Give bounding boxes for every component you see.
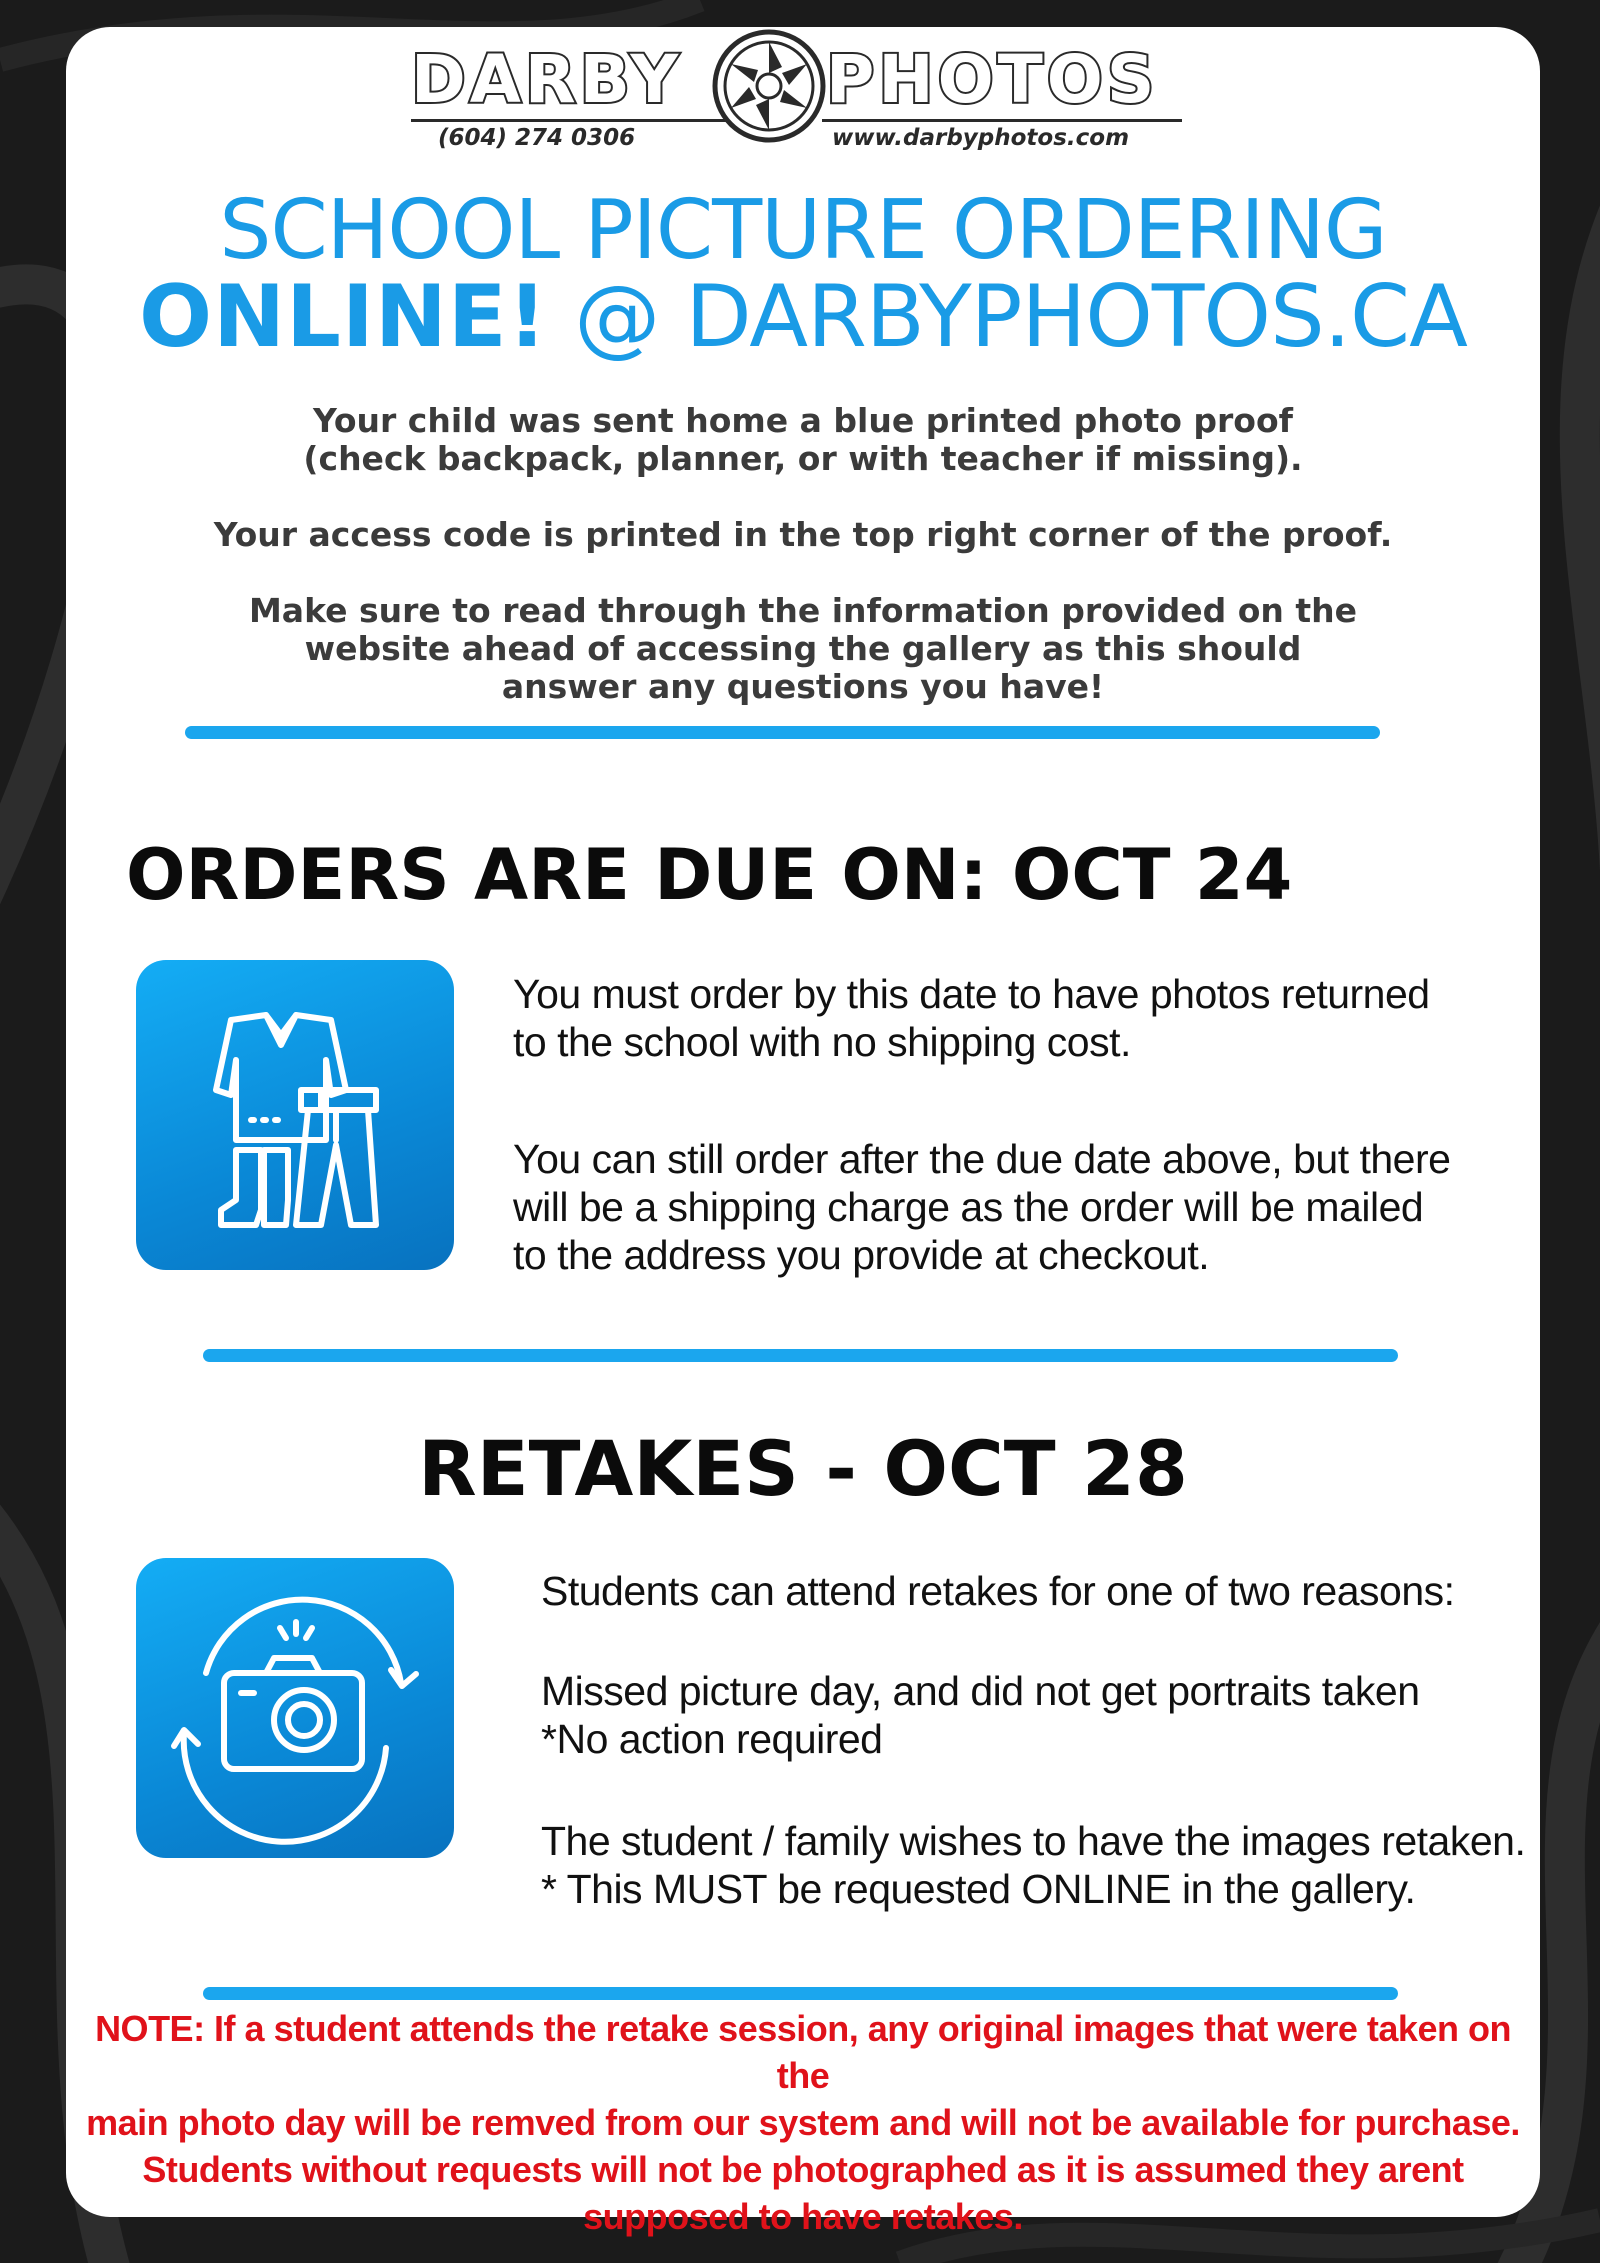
logo-website: www.darbyphotos.com: [832, 125, 1130, 151]
divider-1: [185, 726, 1380, 739]
darby-photos-logo: [66, 27, 1540, 167]
flyer-card: [66, 27, 1540, 2237]
retakes-reason-1: [541, 1667, 1531, 1763]
note-line4: supposed to have retakes.: [583, 2196, 1023, 2237]
divider-3: [203, 1987, 1398, 2000]
orders-p1-line1: You must order by this date to have photos returned: [513, 971, 1430, 1017]
orders-p2-line3: to the address you provide at checkout.: [513, 1232, 1210, 1278]
camera-aperture-icon: [710, 27, 828, 145]
orders-p1-line2: to the school with no shipping cost.: [513, 1019, 1131, 1065]
headline-online: ONLINE!: [139, 267, 548, 367]
retakes-icon-tile: [136, 1558, 454, 1858]
retakes-reason1-line2: *No action required: [541, 1716, 883, 1762]
orders-due-heading: ORDERS ARE DUE ON: OCT 24: [126, 834, 1293, 916]
headline-line-1: SCHOOL PICTURE ORDERING: [219, 183, 1387, 278]
camera-retake-icon: [136, 1558, 454, 1858]
clothing-icon: [136, 960, 454, 1270]
retakes-intro: Students can attend retakes for one of two reasons:: [541, 1568, 1455, 1614]
intro-p1-line2: (check backpack, planner, or with teacher if missing).: [303, 439, 1303, 478]
retake-note: [86, 2005, 1520, 2240]
retakes-heading: RETAKES - OCT 28: [418, 1424, 1188, 1513]
retakes-reason-2: [541, 1817, 1531, 1913]
logo-phone-number: (604) 274 0306: [438, 125, 636, 151]
retakes-reason1-line1: Missed picture day, and did not get portraits taken: [541, 1668, 1420, 1714]
note-line1: NOTE: If a student attends the retake session, any original images that were taken on the: [95, 2008, 1511, 2096]
logo-underline-left: [411, 119, 733, 122]
orders-icon-tile: [136, 960, 454, 1270]
logo-underline-right: [822, 119, 1182, 122]
divider-2: [203, 1349, 1398, 1362]
logo-word-photos: PHOTOS: [826, 41, 1159, 118]
note-line3: Students without requests will not be photographed as it is assumed they arent: [142, 2149, 1464, 2190]
orders-p2-line1: You can still order after the due date above, but there: [513, 1136, 1451, 1182]
headline-website: @ DARBYPHOTOS.CA: [547, 267, 1467, 367]
retakes-reason2-line2: * This MUST be requested ONLINE in the gallery.: [541, 1866, 1416, 1912]
logo-word-darby: DARBY: [411, 41, 683, 118]
orders-p2-line2: will be a shipping charge as the order will be mailed: [513, 1184, 1424, 1230]
intro-paragraph-3: [126, 592, 1480, 706]
note-line2: main photo day will be remved from our system and will not be available for purchase.: [86, 2102, 1520, 2143]
retakes-reason2-line1: The student / family wishes to have the images retaken.: [541, 1818, 1526, 1864]
intro-paragraph-2: [126, 516, 1480, 554]
intro-p2: Your access code is printed in the top right corner of the proof.: [213, 515, 1393, 554]
intro-p3-line2: website ahead of accessing the gallery as this should: [304, 629, 1302, 668]
intro-p1-line1: Your child was sent home a blue printed photo proof: [312, 401, 1293, 440]
orders-text-paragraph-1: [513, 970, 1513, 1066]
orders-text-paragraph-2: [513, 1135, 1523, 1279]
headline-line-2: [66, 269, 1540, 365]
intro-p3-line3: answer any questions you have!: [501, 667, 1105, 706]
intro-paragraph-1: [126, 402, 1480, 478]
intro-p3-line1: Make sure to read through the information provided on the: [248, 591, 1358, 630]
